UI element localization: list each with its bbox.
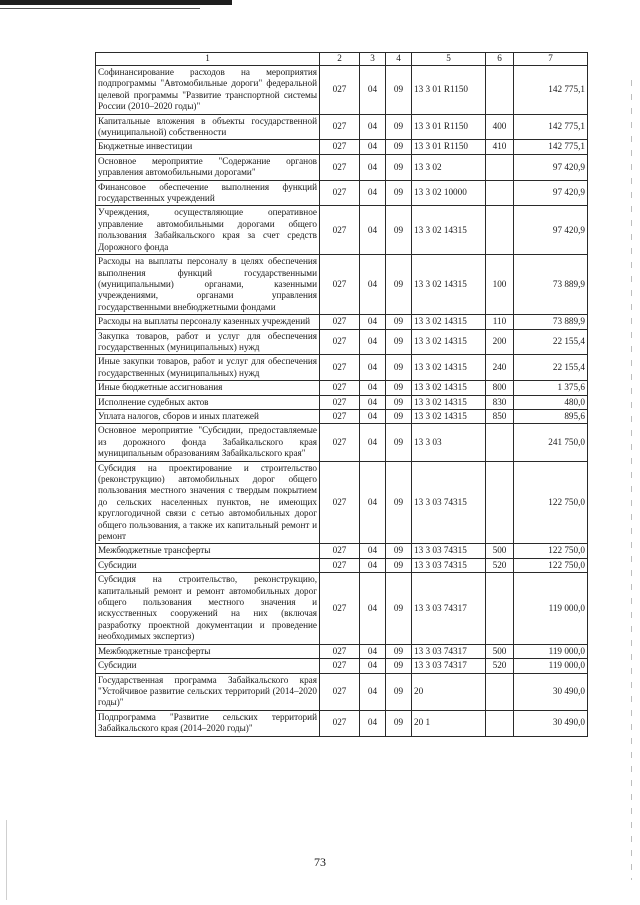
section-code: 04 <box>360 140 386 154</box>
amount: 122 750,0 <box>514 461 588 544</box>
section-code: 04 <box>360 315 386 329</box>
table-row <box>96 315 588 329</box>
scan-edge-mark <box>0 0 232 5</box>
section-code: 04 <box>360 395 386 409</box>
subsection-code: 09 <box>386 206 412 255</box>
expense-type-code <box>486 66 514 115</box>
section-code: 04 <box>360 558 386 572</box>
expense-type-code: 410 <box>486 140 514 154</box>
amount: 97 420,9 <box>514 206 588 255</box>
header-cell: 5 <box>412 53 486 66</box>
section-code: 04 <box>360 644 386 658</box>
row-name: Подпрограмма "Развитие сельских территорий Забайкальского края (2014–2020 годы)" <box>96 710 320 736</box>
ministry-code: 027 <box>320 544 360 558</box>
amount: 73 889,9 <box>514 255 588 315</box>
row-name: Расходы на выплаты персоналу в целях обеспечения выполнения функций государственными (муниципальными) органами, казенными учреждениями, органами управления государственными внебюджетными фондами <box>96 255 320 315</box>
target-article-code: 13 3 03 74317 <box>412 644 486 658</box>
target-article-code: 13 3 03 74315 <box>412 558 486 572</box>
ministry-code: 027 <box>320 558 360 572</box>
table-row <box>96 395 588 409</box>
ministry-code: 027 <box>320 66 360 115</box>
subsection-code: 09 <box>386 329 412 355</box>
table-row <box>96 154 588 180</box>
target-article-code: 13 3 02 14315 <box>412 381 486 395</box>
target-article-code: 13 3 03 74317 <box>412 573 486 644</box>
scan-edge-line <box>0 8 200 9</box>
expense-type-code: 500 <box>486 544 514 558</box>
amount: 97 420,9 <box>514 154 588 180</box>
amount: 142 775,1 <box>514 66 588 115</box>
target-article-code: 13 3 03 <box>412 424 486 461</box>
expense-type-code <box>486 154 514 180</box>
row-name: Иные бюджетные ассигнования <box>96 381 320 395</box>
target-article-code: 13 3 01 R1150 <box>412 66 486 115</box>
row-name: Межбюджетные трансферты <box>96 644 320 658</box>
subsection-code: 09 <box>386 180 412 206</box>
ministry-code: 027 <box>320 315 360 329</box>
amount: 119 000,0 <box>514 644 588 658</box>
row-name: Учреждения, осуществляющие оперативное управление автомобильными дорогами общего пользования Забайкальского края за счет средств Дорожного фонда <box>96 206 320 255</box>
ministry-code: 027 <box>320 573 360 644</box>
row-name: Иные закупки товаров, работ и услуг для обеспечения государственных (муниципальных) нужд <box>96 355 320 381</box>
table-row <box>96 140 588 154</box>
row-name: Основное мероприятие "Субсидии, предоставляемые из дорожного фонда Забайкальского края муниципальным образованиям Забайкальского края" <box>96 424 320 461</box>
expense-type-code: 100 <box>486 255 514 315</box>
section-code: 04 <box>360 573 386 644</box>
table-row <box>96 255 588 315</box>
subsection-code: 09 <box>386 573 412 644</box>
target-article-code: 13 3 02 14315 <box>412 329 486 355</box>
ministry-code: 027 <box>320 329 360 355</box>
subsection-code: 09 <box>386 381 412 395</box>
expense-type-code: 200 <box>486 329 514 355</box>
row-name: Капитальные вложения в объекты государственной (муниципальной) собственности <box>96 114 320 140</box>
subsection-code: 09 <box>386 154 412 180</box>
amount: 22 155,4 <box>514 355 588 381</box>
page-number: 73 <box>314 855 326 869</box>
table-row <box>96 659 588 673</box>
section-code: 04 <box>360 180 386 206</box>
amount: 122 750,0 <box>514 544 588 558</box>
expense-type-code: 110 <box>486 315 514 329</box>
ministry-code: 027 <box>320 673 360 710</box>
ministry-code: 027 <box>320 255 360 315</box>
row-name: Субсидии <box>96 659 320 673</box>
subsection-code: 09 <box>386 66 412 115</box>
target-article-code: 13 3 01 R1150 <box>412 140 486 154</box>
section-code: 04 <box>360 409 386 423</box>
subsection-code: 09 <box>386 255 412 315</box>
target-article-code: 20 <box>412 673 486 710</box>
ministry-code: 027 <box>320 114 360 140</box>
subsection-code: 09 <box>386 424 412 461</box>
row-name: Субсидия на строительство, реконструкцию, капитальный ремонт и ремонт автомобильных дорог общего пользования местного значения и искусственных сооружений на них (включая разработку проектной документации и проведение необходимых экспертиз) <box>96 573 320 644</box>
row-name: Закупка товаров, работ и услуг для обеспечения государственных (муниципальных) нужд <box>96 329 320 355</box>
header-cell: 1 <box>96 53 320 66</box>
expense-type-code <box>486 424 514 461</box>
subsection-code: 09 <box>386 140 412 154</box>
target-article-code: 13 3 03 74315 <box>412 461 486 544</box>
subsection-code: 09 <box>386 315 412 329</box>
row-name: Межбюджетные трансферты <box>96 544 320 558</box>
row-name: Расходы на выплаты персоналу казенных учреждений <box>96 315 320 329</box>
table-header-row <box>96 53 588 66</box>
expense-type-code: 400 <box>486 114 514 140</box>
expense-type-code: 850 <box>486 409 514 423</box>
table-row <box>96 355 588 381</box>
row-name: Основное мероприятие "Содержание органов управления автомобильными дорогами" <box>96 154 320 180</box>
amount: 122 750,0 <box>514 558 588 572</box>
table-row <box>96 424 588 461</box>
section-code: 04 <box>360 66 386 115</box>
amount: 97 420,9 <box>514 180 588 206</box>
table-row <box>96 66 588 115</box>
subsection-code: 09 <box>386 114 412 140</box>
ministry-code: 027 <box>320 154 360 180</box>
expense-type-code <box>486 206 514 255</box>
row-name: Бюджетные инвестиции <box>96 140 320 154</box>
table-row <box>96 180 588 206</box>
amount: 142 775,1 <box>514 140 588 154</box>
amount: 241 750,0 <box>514 424 588 461</box>
section-code: 04 <box>360 673 386 710</box>
target-article-code: 13 3 03 74317 <box>412 659 486 673</box>
table-row <box>96 644 588 658</box>
section-code: 04 <box>360 381 386 395</box>
ministry-code: 027 <box>320 461 360 544</box>
subsection-code: 09 <box>386 673 412 710</box>
header-cell: 2 <box>320 53 360 66</box>
scan-edge-right <box>631 80 632 880</box>
target-article-code: 13 3 02 14315 <box>412 315 486 329</box>
header-cell: 7 <box>514 53 588 66</box>
ministry-code: 027 <box>320 659 360 673</box>
row-name: Государственная программа Забайкальского края "Устойчивое развитие сельских территорий (2014–2020 годы)" <box>96 673 320 710</box>
row-name: Субсидии <box>96 558 320 572</box>
subsection-code: 09 <box>386 710 412 736</box>
row-name: Уплата налогов, сборов и иных платежей <box>96 409 320 423</box>
header-cell: 6 <box>486 53 514 66</box>
row-name: Исполнение судебных актов <box>96 395 320 409</box>
section-code: 04 <box>360 255 386 315</box>
table-row <box>96 206 588 255</box>
amount: 30 490,0 <box>514 710 588 736</box>
table-row <box>96 114 588 140</box>
target-article-code: 13 3 02 14315 <box>412 409 486 423</box>
ministry-code: 027 <box>320 206 360 255</box>
expense-type-code <box>486 710 514 736</box>
table-row <box>96 673 588 710</box>
section-code: 04 <box>360 329 386 355</box>
row-name: Субсидия на проектирование и строительство (реконструкцию) автомобильных дорог общего пользования местного значения с твердым покрытием до сельских населенных пунктов, не имеющих круглогодичной связи с сетью автомобильных дорог общего пользования, а также их капитальный ремонт и ремонт <box>96 461 320 544</box>
section-code: 04 <box>360 710 386 736</box>
section-code: 04 <box>360 461 386 544</box>
subsection-code: 09 <box>386 355 412 381</box>
header-cell: 4 <box>386 53 412 66</box>
amount: 480,0 <box>514 395 588 409</box>
target-article-code: 13 3 02 <box>412 154 486 180</box>
section-code: 04 <box>360 206 386 255</box>
subsection-code: 09 <box>386 409 412 423</box>
amount: 119 000,0 <box>514 659 588 673</box>
table-row <box>96 381 588 395</box>
ministry-code: 027 <box>320 644 360 658</box>
ministry-code: 027 <box>320 710 360 736</box>
table-row <box>96 573 588 644</box>
header-cell: 3 <box>360 53 386 66</box>
expense-type-code: 240 <box>486 355 514 381</box>
subsection-code: 09 <box>386 544 412 558</box>
target-article-code: 13 3 02 14315 <box>412 255 486 315</box>
table-row <box>96 329 588 355</box>
subsection-code: 09 <box>386 461 412 544</box>
ministry-code: 027 <box>320 381 360 395</box>
row-name: Софинансирование расходов на мероприятия подпрограммы "Автомобильные дороги" федеральной целевой программы "Развитие транспортной системы России (2010–2020 годы)" <box>96 66 320 115</box>
subsection-code: 09 <box>386 659 412 673</box>
expense-type-code <box>486 673 514 710</box>
expense-type-code: 500 <box>486 644 514 658</box>
subsection-code: 09 <box>386 644 412 658</box>
amount: 142 775,1 <box>514 114 588 140</box>
table-row <box>96 710 588 736</box>
ministry-code: 027 <box>320 180 360 206</box>
expense-type-code: 520 <box>486 558 514 572</box>
amount: 895,6 <box>514 409 588 423</box>
subsection-code: 09 <box>386 558 412 572</box>
amount: 22 155,4 <box>514 329 588 355</box>
subsection-code: 09 <box>386 395 412 409</box>
ministry-code: 027 <box>320 355 360 381</box>
amount: 119 000,0 <box>514 573 588 644</box>
amount: 73 889,9 <box>514 315 588 329</box>
ministry-code: 027 <box>320 409 360 423</box>
ministry-code: 027 <box>320 140 360 154</box>
table-row <box>96 409 588 423</box>
expense-type-code <box>486 180 514 206</box>
table-row <box>96 544 588 558</box>
target-article-code: 13 3 03 74315 <box>412 544 486 558</box>
section-code: 04 <box>360 544 386 558</box>
section-code: 04 <box>360 659 386 673</box>
amount: 1 375,6 <box>514 381 588 395</box>
target-article-code: 13 3 01 R1150 <box>412 114 486 140</box>
row-name: Финансовое обеспечение выполнения функций государственных учреждений <box>96 180 320 206</box>
target-article-code: 13 3 02 14315 <box>412 206 486 255</box>
budget-table <box>95 52 588 737</box>
expense-type-code <box>486 573 514 644</box>
target-article-code: 13 3 02 14315 <box>412 355 486 381</box>
target-article-code: 13 3 02 14315 <box>412 395 486 409</box>
section-code: 04 <box>360 154 386 180</box>
expense-type-code <box>486 461 514 544</box>
ministry-code: 027 <box>320 395 360 409</box>
section-code: 04 <box>360 355 386 381</box>
table-row <box>96 461 588 544</box>
section-code: 04 <box>360 114 386 140</box>
table-row <box>96 558 588 572</box>
expense-type-code: 800 <box>486 381 514 395</box>
expense-type-code: 830 <box>486 395 514 409</box>
target-article-code: 13 3 02 10000 <box>412 180 486 206</box>
expense-type-code: 520 <box>486 659 514 673</box>
target-article-code: 20 1 <box>412 710 486 736</box>
section-code: 04 <box>360 424 386 461</box>
ministry-code: 027 <box>320 424 360 461</box>
amount: 30 490,0 <box>514 673 588 710</box>
